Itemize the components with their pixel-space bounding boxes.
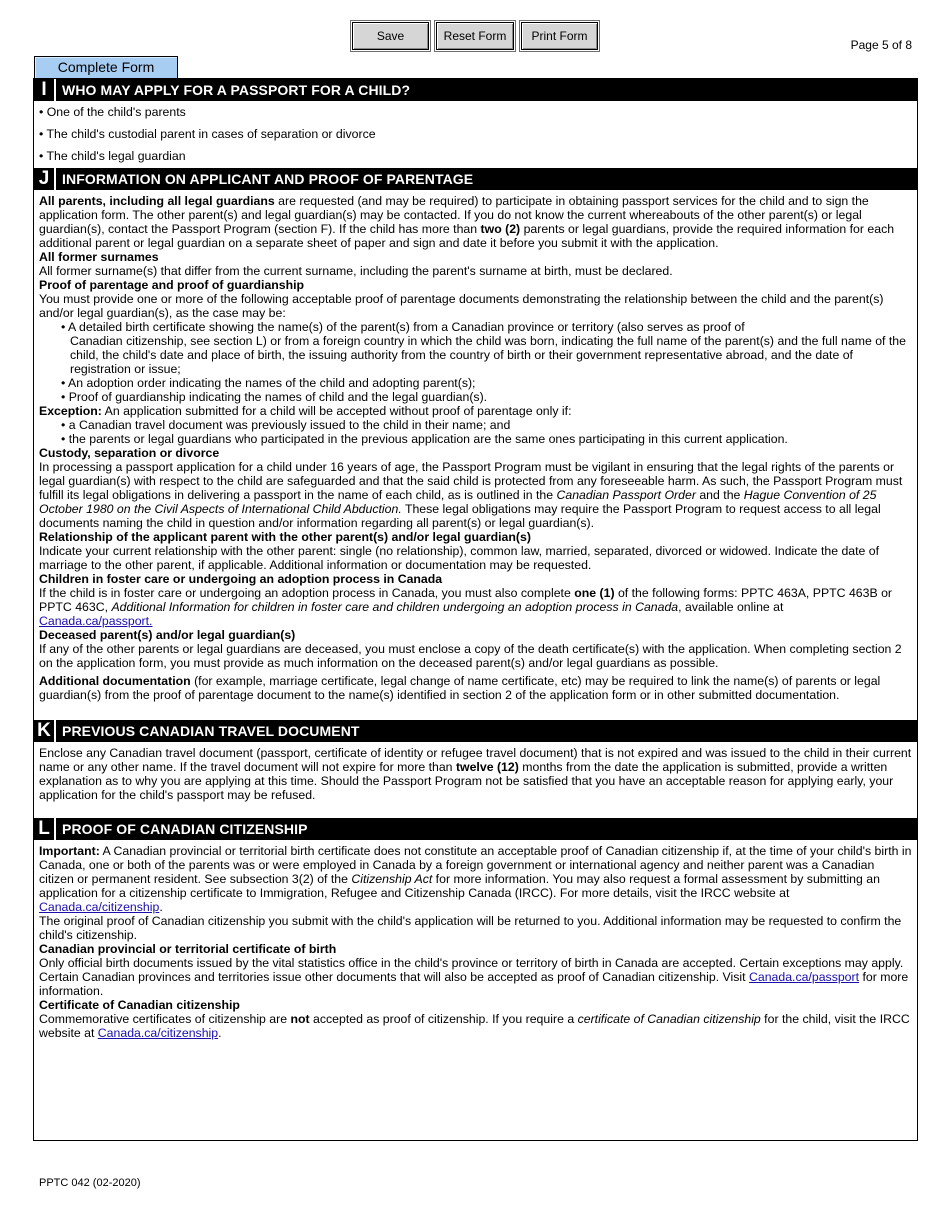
- paragraph: All former surname(s) that differ from the current surname, including the parent's surname at birth, must be declared.: [39, 264, 673, 278]
- text: accepted as proof of citizenship. If you require a: [309, 1012, 578, 1026]
- exception-paragraph: [39, 404, 912, 418]
- list-item: • One of the child's parents: [39, 105, 186, 119]
- subheading: All former surnames: [39, 250, 159, 264]
- important-paragraph: [39, 844, 912, 914]
- section-letter: J: [34, 168, 56, 190]
- emphasis: twelve (12): [455, 760, 519, 774]
- reset-form-button[interactable]: Reset Form: [436, 22, 514, 50]
- citation: Hague Convention of 25 October 1980 on the Civil Aspects of International Child Abduction.: [39, 488, 877, 516]
- section-l-body: [34, 840, 917, 1040]
- section-i-header: [34, 79, 917, 101]
- section-title: INFORMATION ON APPLICANT AND PROOF OF PARENTAGE: [62, 171, 474, 187]
- list-item: • The child's legal guardian: [39, 149, 186, 163]
- text: and the: [695, 488, 744, 502]
- text: are requested (and may be required) to participate in obtaining passport services for the child and to sign the application form. The other parent(s) and legal guardian(s) may be contacted. If you do not know the current whereabouts of the other parent(s) or legal guardian(s), contact the Passport Program (section F). If the child has more than: [39, 194, 869, 236]
- text: Only official birth documents issued by the vital statistics office in the child's province or territory of birth in Canada are accepted. Certain exceptions may apply. Certain Canadian provinces and territories issue other documents that will also be accepted as proof of Canadian citizenship. Visit: [39, 956, 904, 984]
- section-k-header: [34, 720, 917, 742]
- paragraph: [39, 586, 912, 628]
- list-item: • A detailed birth certificate showing the name(s) of the parent(s) from a Canadian province or territory (also serves as proof of: [61, 320, 745, 334]
- text: , available online at: [678, 600, 784, 614]
- section-l-header: [34, 818, 917, 840]
- citation: Citizenship Act: [351, 872, 433, 886]
- text: Enclose any Canadian travel document (passport, certificate of identity or refugee travel document) that is not expired and was issued to the child in their current name or any other name. If the travel document will not expire for more than: [39, 746, 912, 774]
- text: In processing a passport application for a child under 16 years of age, the Passport Program must be vigilant in ensuring that the legal rights of the parents or legal guardian(s) with respect to the child are safeguarded and that the said child is protected from any foreseeable harm. As such, the Passport Program must fulfill its legal obligations in delivering a passport in the name of each child, as is outlined in the: [39, 460, 903, 502]
- text: These legal obligations may require the Passport Program to request access to all legal documents naming the child in question and/or information regarding all parent(s) or legal guardian(s).: [39, 502, 881, 530]
- text: A Canadian provincial or territorial birth certificate does not constitute an acceptable proof of Canadian citizenship if, at the time of your child's birth in Canada, one or both of the parents was or were employed in Canada by a foreign government or international agency and neither parent was a Canadian citizen or permanent resident. See subsection 3(2) of the: [39, 844, 912, 886]
- emphasis: All parents, including all legal guardians: [39, 194, 275, 208]
- list-item: • An adoption order indicating the names of the child and adopting parent(s);: [61, 376, 476, 390]
- subheading: Canadian provincial or territorial certificate of birth: [39, 942, 337, 956]
- text: .: [159, 900, 163, 914]
- citation: Canadian Passport Order: [556, 488, 696, 502]
- paragraph: You must provide one or more of the following acceptable proof of parentage documents demonstrating the relationship between the child and the parent(s) and/or legal guardian(s), as the case may be:: [39, 292, 884, 320]
- intro-paragraph: [39, 194, 912, 250]
- section-title: WHO MAY APPLY FOR A PASSPORT FOR A CHILD?: [62, 82, 411, 98]
- paragraph: The original proof of Canadian citizenship you submit with the child's application will be returned to you. Additional information may be requested to confirm the child's citizenship.: [39, 914, 902, 942]
- text: An application submitted for a child will be accepted without proof of parentage only if:: [101, 404, 572, 418]
- subheading: Certificate of Canadian citizenship: [39, 998, 240, 1012]
- text: .: [218, 1026, 222, 1040]
- subheading: Children in foster care or undergoing an adoption process in Canada: [39, 572, 443, 586]
- text: of the following forms: PPTC 463A, PPTC 463B or PPTC 463C,: [39, 586, 893, 614]
- text: Commemorative certificates of citizenship are: [39, 1012, 291, 1026]
- paragraph: [39, 746, 912, 802]
- section-i-body: [34, 101, 917, 168]
- paragraph: If any of the other parents or legal guardians are deceased, you must enclose a copy of the death certificate(s) with the application. When completing section 2 on the application form, you must provide as much information on the deceased parent(s) and/or legal guardians as possible.: [39, 642, 902, 670]
- text: If the child is in foster care or undergoing an adoption process in Canada, you must also complete: [39, 586, 575, 600]
- section-title: PREVIOUS CANADIAN TRAVEL DOCUMENT: [62, 723, 360, 739]
- emphasis: two (2): [480, 222, 521, 236]
- text: for more information. You may also request a formal assessment by submitting an application for a citizenship certificate to Immigration, Refugee and Citizenship Canada (IRCC). For more details, visit the IRCC website at: [39, 872, 880, 900]
- list-item: • The child's custodial parent in cases of separation or divorce: [39, 127, 376, 141]
- passport-link[interactable]: Canada.ca/passport: [748, 970, 860, 984]
- emphasis: Exception:: [39, 404, 102, 418]
- list-item-continued: Canadian citizenship, see section L) or from a foreign country in which the child was born, indicating the full name of the parent(s) and the full name of the child, the child's date and place of birth, the issuing authority from the country of birth or their government representative abroad, and the date of registration or issue;: [70, 334, 906, 376]
- text: (for example, marriage certificate, legal change of name certificate, etc) may be required to link the name(s) of parents or legal guardian(s) from the proof of parentage document to the name(s) identified in section 2 of the application form or in other submitted documentation.: [39, 674, 881, 702]
- form-title: Additional Information for children in foster care and children undergoing an adoption process in Canada: [111, 600, 679, 614]
- form-page: [33, 78, 918, 1141]
- text: parents or legal guardians, provide the required information for each additional parent or legal guardian on a separate sheet of paper and sign and date it before you submit it with the application.: [39, 222, 895, 250]
- form-toolbar: [352, 22, 598, 50]
- paragraph: [39, 956, 912, 998]
- emphasis: one (1): [574, 586, 615, 600]
- subheading: Custody, separation or divorce: [39, 446, 220, 460]
- citizenship-link[interactable]: Canada.ca/citizenship: [39, 900, 160, 914]
- page-number: Page 5 of 8: [850, 38, 912, 52]
- passport-link[interactable]: Canada.ca/passport.: [39, 614, 153, 628]
- paragraph: [39, 674, 912, 702]
- text: months from the date the application is submitted, provide a written explanation as to why you are applying at this time. Should the Passport Program not be satisfied that you have an acceptable reason for applying early, your application for the child's passport may be refused.: [39, 760, 894, 802]
- emphasis: not: [290, 1012, 310, 1026]
- emphasis: Important:: [39, 844, 100, 858]
- paragraph: [39, 1012, 912, 1040]
- citizenship-link[interactable]: Canada.ca/citizenship: [97, 1026, 219, 1040]
- list-item: • a Canadian travel document was previously issued to the child in their name; and: [61, 418, 511, 432]
- section-j-body: [34, 190, 917, 702]
- section-title: PROOF OF CANADIAN CITIZENSHIP: [62, 821, 308, 837]
- list-item: • the parents or legal guardians who participated in the previous application are the same ones participating in this current application.: [61, 432, 788, 446]
- list-item: • Proof of guardianship indicating the names of child and the legal guardian(s).: [61, 390, 488, 404]
- section-k-body: [34, 742, 917, 802]
- complete-form-tab[interactable]: Complete Form: [34, 56, 178, 78]
- paragraph: [39, 460, 912, 530]
- paragraph: Indicate your current relationship with the other parent: single (no relationship), common law, married, separated, divorced or widowed. Indicate the date of marriage to the other parent, if applicable. Additional information or documentation may be requested.: [39, 544, 880, 572]
- section-j-header: [34, 168, 917, 190]
- emphasis: Additional documentation: [39, 674, 191, 688]
- section-letter: L: [34, 818, 56, 840]
- text: for more information.: [39, 970, 909, 998]
- subheading: Deceased parent(s) and/or legal guardian(s): [39, 628, 296, 642]
- section-letter: I: [34, 79, 56, 101]
- section-letter: K: [34, 720, 56, 742]
- text: for the child, visit the IRCC website at: [39, 1012, 910, 1040]
- print-form-button[interactable]: Print Form: [521, 22, 598, 50]
- subheading: Relationship of the applicant parent with the other parent(s) and/or legal guardian(s): [39, 530, 531, 544]
- subheading: Proof of parentage and proof of guardianship: [39, 278, 305, 292]
- save-button[interactable]: Save: [352, 22, 429, 50]
- document-name: certificate of Canadian citizenship: [577, 1012, 761, 1026]
- form-code: PPTC 042 (02-2020): [39, 1177, 141, 1189]
